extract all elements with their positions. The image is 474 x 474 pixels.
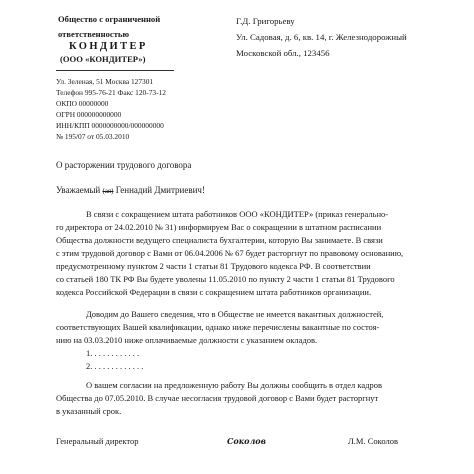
vacancy-list-item: 1. . . . . . . . . . . . (86, 348, 140, 358)
letter-greeting (56, 185, 205, 195)
closing-line2: Общества до 07.05.2010. В случае несогласия трудовой договор с Вами будет расторгнут (56, 393, 379, 403)
paragraph1-line3: Общества должности ведущего специалиста бухгалтерии, которую Вы занимаете. В связи (56, 235, 383, 245)
sender-ogrn: ОГРН 000000000000 (56, 110, 122, 119)
closing-line3: в указанный срок. (56, 406, 122, 416)
org-name: КОНДИТЕР (69, 41, 148, 52)
org-line1: Общество с ограниченной (58, 14, 161, 24)
org-line2: ответственностью (58, 29, 130, 39)
paragraph2-line1: Доводим до Вашего сведения, что в Обществе не имеется вакантных должностей, (86, 309, 384, 319)
paragraph1-line6: со статьей 180 ТК РФ Вы будете уволены 11.05.2010 по пункту 2 части 1 статьи 81 Трудового (56, 274, 395, 284)
registration-number: № 195/07 от 05.03.2010 (56, 132, 130, 141)
recipient-address-line2: Московской обл., 123456 (236, 48, 330, 58)
paragraph1-line1: В связи с сокращением штата работников ООО «КОНДИТЕР» (приказ генерально- (86, 209, 389, 219)
paragraph1-line2: го директора от 24.02.2010 № 31) информируем Вас о сокращении в штатном расписании (56, 222, 382, 232)
paragraph2-line3: нию на 03.03.2010 ниже оплачиваемые должности с указанием окладов. (56, 335, 318, 345)
recipient-name: Г.Д. Григорьеву (236, 16, 295, 26)
greeting-name: Геннадий Дмитриевич! (115, 185, 205, 195)
letterhead-divider (56, 70, 174, 71)
handwritten-signature: Соколов (227, 436, 266, 446)
org-short-name: (ООО «КОНДИТЕР») (60, 54, 146, 64)
vacancy-list-item: 2. . . . . . . . . . . . . (86, 361, 144, 371)
sender-address: Ул. Зеленая, 51 Москва 127301 (56, 77, 154, 86)
recipient-address-line1: Ул. Садовая, д. 6, кв. 14, г. Железнодорожный (236, 32, 407, 42)
greeting-prefix: Уважаемый (56, 185, 101, 195)
paragraph2-line2: соответствующих Вашей квалификации, однако ниже перечислены вакантные по состоя- (56, 322, 380, 332)
greeting-struck-text: (ая) (102, 187, 114, 195)
paragraph1-line4: с этим трудовой договор с Вами от 06.04.2006 № 67 будет расторгнут по правовому основанию, (56, 248, 404, 258)
sender-okpo: ОКПО 00000000 (56, 99, 109, 108)
signatory-position: Генеральный директор (56, 436, 139, 446)
sender-phone: Телефон 995-76-21 Факс 120-73-12 (56, 88, 166, 97)
paragraph1-line5: предусмотренному пунктом 2 части 1 статьи 81 Трудового кодекса РФ. В соответствии (56, 261, 371, 271)
letter-subject: О расторжении трудового договора (56, 160, 192, 170)
closing-line1: О вашем согласии на предложенную работу Вы должны сообщить в отдел кадров (86, 380, 383, 390)
paragraph1-line7: кодекса Российской Федерации в связи с сокращением штата работников организации. (56, 287, 372, 297)
sender-inn-kpp: ИНН/КПП 0000000000/000000000 (56, 121, 164, 130)
signatory-name: Л.М. Соколов (348, 436, 398, 446)
